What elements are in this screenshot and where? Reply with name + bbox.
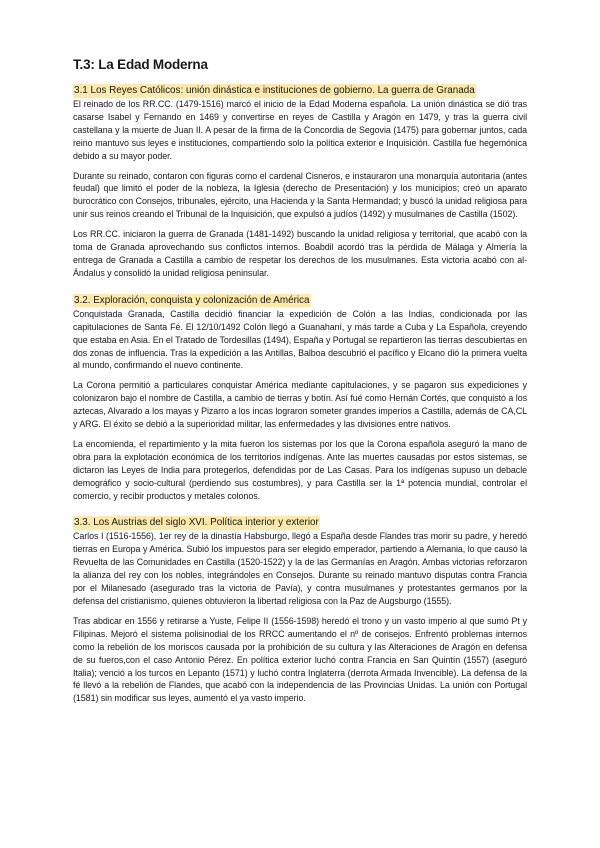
paragraph: Los RR.CC. iniciaron la guerra de Granada (1481-1492) buscando la unidad religiosa y territorial, que acabó con la toma de Granada aprovechando sus conflictos internos. Boabdil acordó tras la pérdida de Málaga y Almería la entrega de Granada a Castilla a cambio de respetar los derechos de los musulmanes. Esta victoria acabó con al-Ándalus y consolidó la unidad religiosa peninsular. — [73, 229, 527, 278]
paragraph: La Corona permitió a particulares conquistar América mediante capitulaciones, y se pagaron sus expediciones y colonizaron bajo el nombre de Castilla, a cambio de tierras y botín. Así fué como Hernán Cortés, que conquistó a los aztecas, Alvarado a los mayas y Pizarro a los incas lograron someter grandes imperios a Castilla, además de CA,CL y ARG. El éxito se debió a la superioridad militar, las enfermedades y las divisiones entre nativos. — [73, 380, 527, 430]
paragraph: Carlos I (1516-1556), 1er rey de la dinastía Habsburgo, llegó a España desde Flandes tras morir su padre, y heredó tierras en Europa y América. Subió los impuestos para ser elegido emperador, partiendo a Alemania, lo que causó la Revuelta de las Comunidades en Castilla (1520-1522) y la de las Germanías en Aragón. Ambas victorias reforzaron la alianza del rey con los nobles, integrándoles en Consejos. Durante su reinado mantuvo disputas contra Francia por el Milanesado (asegurado tras la victoria de Pavía), y contra musulmanes y protestantes germanos por la defensa del cristianismo, quienes obtuvieron la libertad religiosa con la Paz de Augsburgo (1555). — [73, 531, 527, 606]
document-title: T.3: La Edad Moderna — [73, 57, 208, 72]
section-heading: 3.1 Los Reyes Católicos: unión dinástica e instituciones de gobierno. La guerra de Granada — [74, 85, 475, 96]
paragraph: Conquistada Granada, Castilla decidió financiar la expedición de Colón a las Indias, condicionada por las capitulaciones de Santa Fé. El 12/10/1492 Colón llegó a Guanahaní, y más tarde a Cuba y La Española, creyendo que estaba en Asia. En el Tratado de Tordesillas (1494), España y Portugal se repartieron las tierras descubiertas en dos zonas de influencia. Tras la expedición a las Antillas, Balboa descubrió el pacífico y Elcano dió la primera vuelta al mundo, confirmando el nuevo continente. — [73, 308, 527, 371]
paragraph: Tras abdicar en 1556 y retirarse a Yuste, Felipe II (1556-1598) heredó el trono y un vasto imperio al que sumó Pt y Filipinas. Mejoró el sistema polisinodial de los RRCC aumentando el nº de consejos. Enfrentó problemas internos como la rebelión de los moriscos causada por la prohibición de su cultura y las Alteraciones de Aragón en defensa de su fueros,con el caso Antonio Pérez. En política exterior luchó contra Francia en San Quintín (1557) (aseguró Italia); venció a los turcos en Lepanto (1571) y luchó contra Inglaterra (derrota Armada Invencible). La defensa de la fé llevó a la rebelión de Flandes, que acabó con la independencia de las Provincias Unidas. La unión con Portugal (1581) sin modificar sus leyes, aumentó el ya vasto imperio. — [73, 615, 527, 704]
paragraph: El reinado de los RR.CC. (1479-1516) marcó el inicio de la Edad Moderna española. La unión dinástica se dió tras casarse Isabel y Fernando en 1469 y convertirse en reyes de Castilla y Aragón en 1479, y tras la guerra civil castellana y la muerte de Juan II. A pesar de la firma de la Concordia de Segovia (1475) para gobernar juntos, cada reino mantuvo sus leyes e instituciones, compartiendo solo la política exterior e Inquisición. Castilla fue hegemónica debido a su mayor poder. — [73, 99, 527, 161]
paragraph: Durante su reinado, contaron con figuras como el cardenal Cisneros, e instauraron una monarquía autoritaria (antes feudal) que limitó el poder de la nobleza, la Iglesia (derecho de Presentación) y los municipios; creó un aparato burocrático con Consejos, tribunales, ejército, una Hacienda y la Santa Hermandad; y buscó la unidad religiosa para unir sus reinos creando el Tribunal de la Inquisición, que expulsó a judíos (1492) y musulmanes de Castilla (1502). — [73, 170, 527, 220]
document-page — [73, 56, 527, 715]
section-america — [73, 290, 527, 503]
section-reyes-catolicos — [73, 80, 527, 280]
section-austrias — [73, 512, 527, 705]
paragraph: La encomienda, el repartimiento y la mita fueron los sistemas por los que la Corona española aseguró la mano de obra para la explotación económica de los territorios indígenas. Ante las muertes causadas por estos sistemas, se dictaron las Leyes de India para protegerlos, defendidas por de Las Casas. Para los indígenas supuso un debacle demográfico y socio-cultural (perdiendo sus costumbres), y para Castilla ser la 1ª potencia mundial, controlar el comercio, y recibir productos y metales colonos. — [73, 438, 527, 501]
section-heading: 3.2. Exploración, conquista y colonización de América — [74, 294, 310, 306]
section-heading: 3.3. Los Austrias del siglo XVI. Política interior y exterior — [74, 517, 319, 529]
